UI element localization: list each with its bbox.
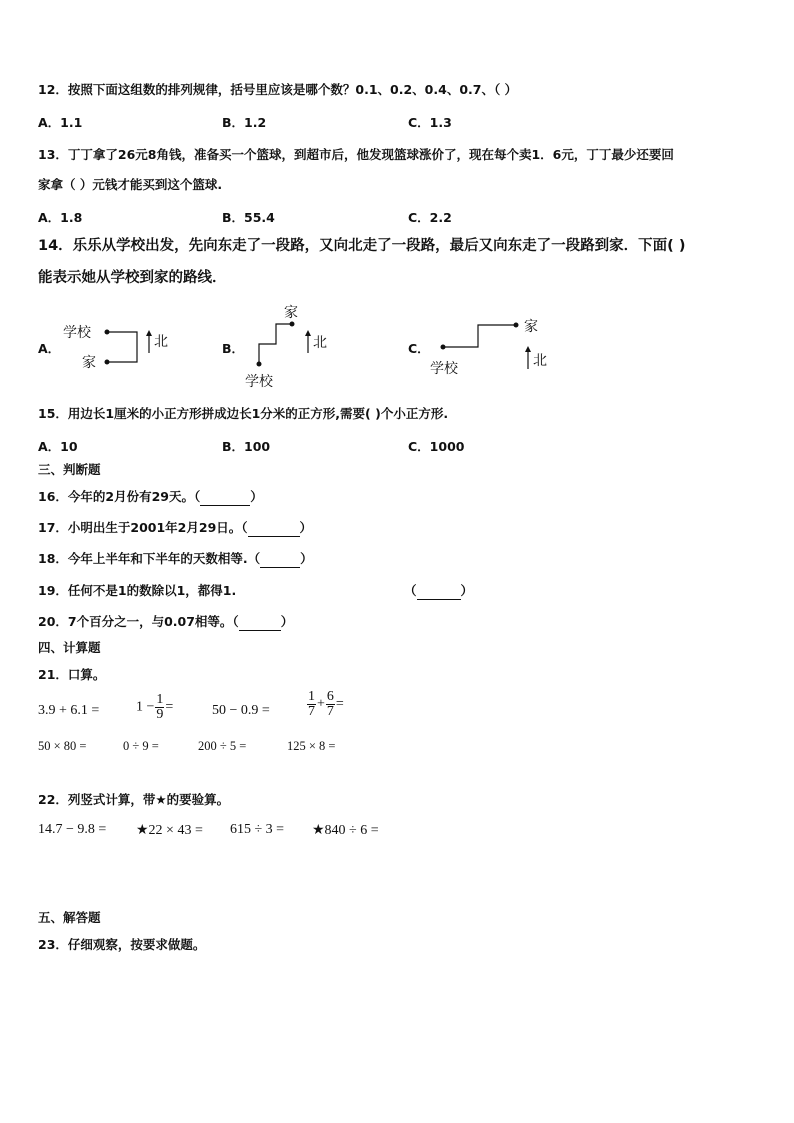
oral-calc-1: 3.9 + 6.1 = <box>38 703 100 718</box>
q12-option-a[interactable]: A．1.1 <box>38 115 83 130</box>
question-15: 15．用边长1厘米的小正方形拼成边长1分米的正方形,需要( )个小正方形. <box>38 406 449 421</box>
vertical-calc-2: ★22 × 43 = <box>136 823 203 838</box>
q12-option-b[interactable]: B．1.2 <box>222 115 267 130</box>
north-label: 北 <box>313 335 327 351</box>
vertical-calc-4: ★840 ÷ 6 = <box>312 823 379 838</box>
vertical-calc-3: 615 ÷ 3 = <box>230 822 285 837</box>
school-point <box>257 362 262 367</box>
q15-option-a[interactable]: A．10 <box>38 439 78 454</box>
q13-option-c[interactable]: C．2.2 <box>408 210 452 225</box>
question-20: 20．7个百分之一，与0.07相等。（ ） <box>38 614 294 629</box>
question-18: 18．今年上半年和下半年的天数相等.（ ） <box>38 551 313 566</box>
north-label: 北 <box>533 353 547 369</box>
q15-option-c[interactable]: C．1000 <box>408 439 465 454</box>
vertical-calc-1: 14.7 − 9.8 = <box>38 822 107 837</box>
question-19-answer: （ ） <box>404 583 474 598</box>
answer-blank[interactable] <box>248 520 300 537</box>
q14-option-b[interactable]: B． <box>222 341 245 356</box>
home-label: 家 <box>524 319 538 335</box>
question-17: 17．小明出生于2001年2月29日。（ ） <box>38 520 313 535</box>
answer-blank[interactable] <box>239 614 281 631</box>
oral-calc-5: 50 × 80 = <box>38 739 87 753</box>
q15-option-b[interactable]: B．100 <box>222 439 271 454</box>
home-label: 家 <box>82 355 96 371</box>
school-label: 学校 <box>245 374 273 390</box>
answer-blank[interactable] <box>417 583 461 600</box>
section-heading-calc: 四、计算题 <box>38 640 101 655</box>
route-diagram-c <box>428 312 558 382</box>
question-21-title: 21．口算。 <box>38 667 106 682</box>
route-line <box>443 325 516 347</box>
school-label: 学校 <box>430 361 458 377</box>
oral-calc-3: 50 − 0.9 = <box>212 703 270 718</box>
home-point <box>514 323 519 328</box>
oral-calc-4: $\frac{1}{7}$ + $\frac{6}{7}$ = <box>308 689 344 719</box>
question-13-line1: 13．丁丁拿了26元8角钱，准备买一个篮球，到超市后，他发现篮球涨价了，现在每个卖1．6元，丁丁最少还要回 <box>38 147 674 162</box>
question-19: 19．任何不是1的数除以1，都得1. <box>38 583 237 598</box>
q13-option-a[interactable]: A．1.8 <box>38 210 83 225</box>
home-label: 家 <box>284 305 298 321</box>
oral-calc-2: 1 − $\frac{1}{9}$ = <box>136 692 174 722</box>
question-14-line1: 14．乐乐从学校出发，先向东走了一段路，又向北走了一段路，最后又向东走了一段路到家．下面( ) <box>38 238 686 254</box>
q12-option-c[interactable]: C．1.3 <box>408 115 452 130</box>
route-diagram-b <box>240 300 350 390</box>
arrow-head-icon <box>305 330 311 336</box>
route-line <box>259 324 292 364</box>
fraction: $\frac{1}{9}$ <box>156 692 164 722</box>
north-label: 北 <box>154 334 168 350</box>
fraction: $\frac{6}{7}$ <box>326 689 334 719</box>
answer-blank[interactable] <box>200 489 250 506</box>
oral-calc-8: 125 × 8 = <box>287 739 336 753</box>
q14-option-a[interactable]: A． <box>38 341 61 356</box>
arrow-head-icon <box>146 330 152 336</box>
answer-blank[interactable] <box>260 551 300 568</box>
question-16: 16．今年的2月份有29天。（ ） <box>38 489 263 504</box>
arrow-head-icon <box>525 346 531 352</box>
question-14-line2: 能表示她从学校到家的路线． <box>38 270 227 286</box>
route-diagram-a <box>58 318 188 373</box>
fraction: $\frac{1}{7}$ <box>308 689 315 719</box>
question-23: 23．仔细观察，按要求做题。 <box>38 937 206 952</box>
question-12: 12．按照下面这组数的排列规律，括号里应该是哪个数？0.1、0.2、0.4、0.7、（ ） <box>38 82 518 97</box>
section-heading-solve: 五、解答题 <box>38 910 101 925</box>
oral-calc-7: 200 ÷ 5 = <box>198 739 247 753</box>
oral-calc-6: 0 ÷ 9 = <box>123 739 159 753</box>
section-heading-judge: 三、判断题 <box>38 462 101 477</box>
question-22-title: 22．列竖式计算，带★的要验算。 <box>38 792 230 807</box>
q14-option-c[interactable]: C． <box>408 341 430 356</box>
q13-option-b[interactable]: B．55.4 <box>222 210 275 225</box>
route-line <box>107 332 137 362</box>
question-13-line2: 家拿（ ）元钱才能买到这个篮球. <box>38 177 223 192</box>
school-label: 学校 <box>63 325 91 341</box>
